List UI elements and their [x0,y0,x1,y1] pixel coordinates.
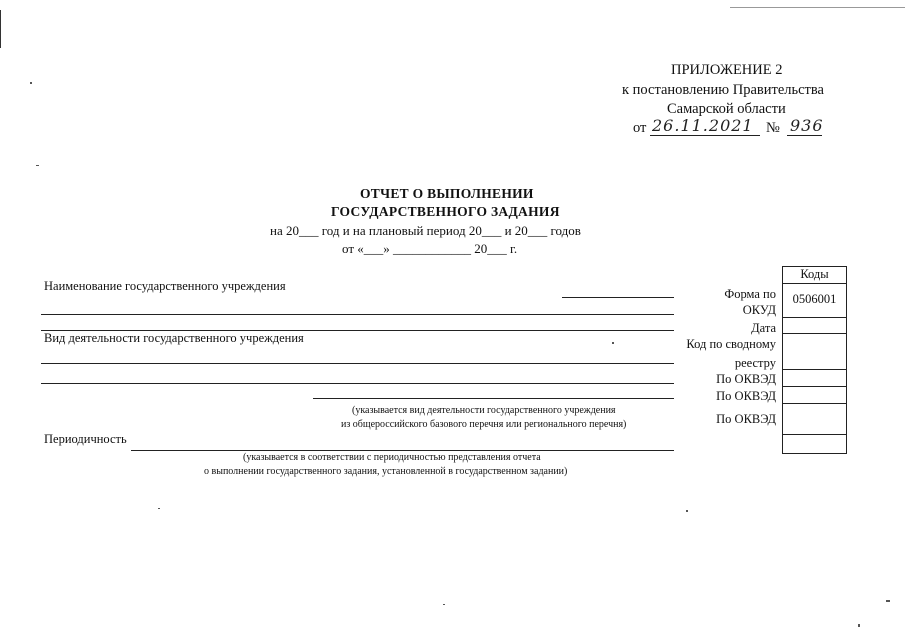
scan-speck [686,510,688,512]
okved-label-3: По ОКВЭД [716,412,776,426]
appendix-region-line: Самарской области [667,101,786,117]
activity-line-2[interactable] [41,383,674,384]
appendix-date-prefix: от [633,120,647,136]
okved-label-1: По ОКВЭД [716,372,776,386]
appendix-title: ПРИЛОЖЕНИЕ 2 [671,62,783,78]
form-label-line1: Форма по [724,287,776,301]
date-label: Дата [751,321,776,335]
scan-speck [36,165,39,166]
institution-label: Наименование государственного учреждения [44,279,286,293]
report-date-line[interactable]: от «___» ____________ 20___ г. [342,241,518,256]
report-title-line1: ОТЧЕТ О ВЫПОЛНЕНИИ [360,186,534,201]
appendix-decree-line: к постановлению Правительства [622,82,824,98]
activity-note-line2: из общероссийского базового перечня или регионального перечня) [341,419,627,430]
activity-line-3[interactable] [313,398,674,399]
periodicity-note-line1: (указывается в соответствии с периодичностью представления отчета [243,452,541,463]
scan-edge-top [730,7,905,8]
scan-speck [858,624,860,627]
scan-speck [886,600,890,602]
registry-label-line1: Код по сводному [686,337,776,351]
scan-edge-left [0,10,1,48]
appendix-number-value: 936 [790,116,824,135]
form-label-line2: ОКУД [742,303,776,317]
periodicity-label: Периодичность [44,432,127,446]
date-code-cell[interactable] [782,317,847,334]
registry-code-cell[interactable] [782,333,847,370]
codes-header: Коды [800,267,829,281]
registry-label-line2: реестру [734,356,776,370]
periodicity-note-line2: о выполнении государственного задания, установленной в государственном задании) [204,466,568,477]
activity-note-line1: (указывается вид деятельности государственного учреждения [352,405,616,416]
scan-speck [443,604,445,605]
okud-code-value: 0506001 [792,292,837,306]
okved-code-cell-3[interactable] [782,403,847,435]
institution-line-1[interactable] [41,314,674,315]
appendix-date-underline [650,135,760,136]
appendix-number-underline [787,135,822,136]
scan-speck [612,342,614,344]
activity-line-1[interactable] [41,363,674,364]
scan-speck [158,508,160,509]
report-title-line2: ГОСУДАРСТВЕННОГО ЗАДАНИЯ [331,204,560,219]
okved-code-cell-2[interactable] [782,386,847,404]
appendix-date-value: 26.11.2021 [652,116,754,135]
institution-short-line[interactable] [562,297,674,298]
scan-speck [30,82,32,84]
okved-label-2: По ОКВЭД [716,389,776,403]
activity-label: Вид деятельности государственного учреждения [44,331,304,345]
okved-code-cell-1[interactable] [782,369,847,387]
extra-code-cell[interactable] [782,434,847,454]
appendix-number-prefix: № [766,120,780,136]
report-period-line[interactable]: на 20___ год и на плановый период 20___ и 20___ годов [270,223,581,238]
periodicity-line[interactable] [131,450,674,451]
